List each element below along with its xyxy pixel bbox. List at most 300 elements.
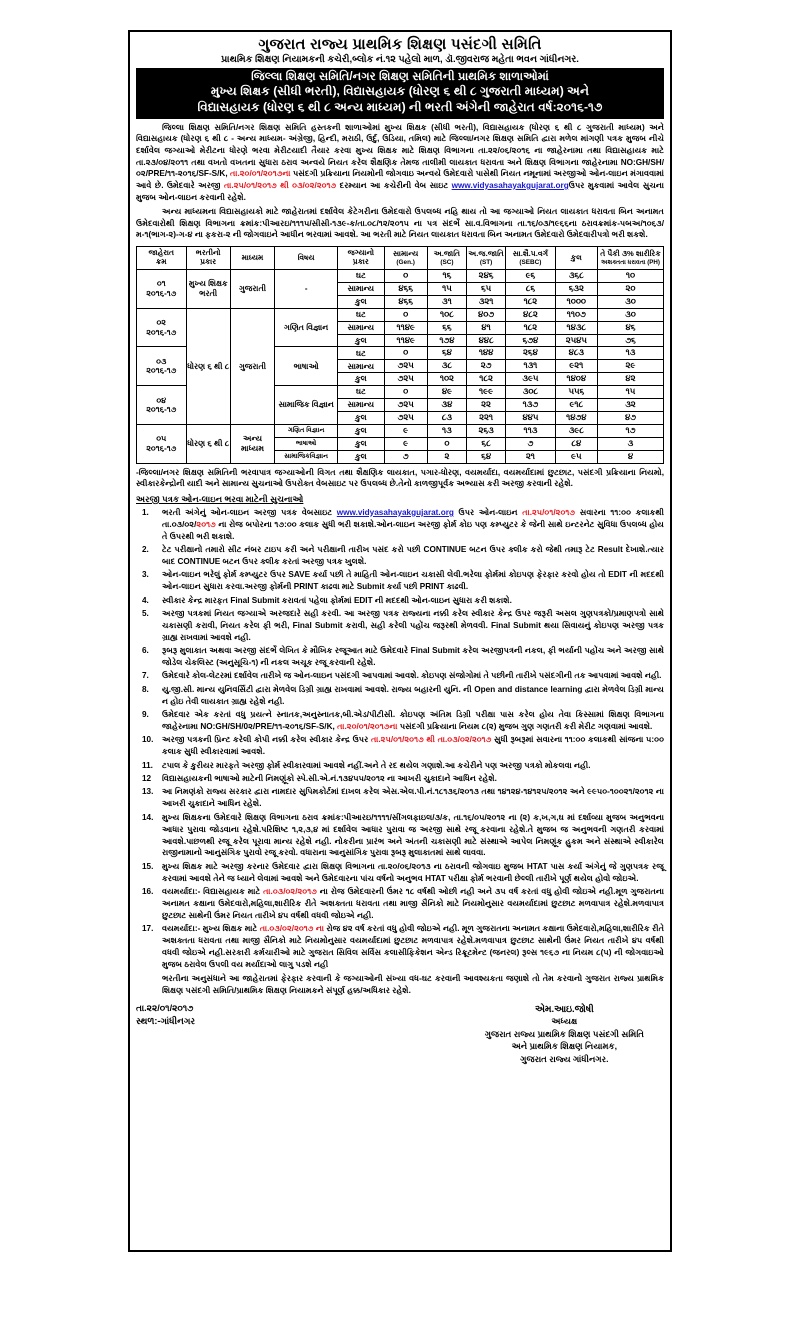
list-item-number: 9. (142, 710, 149, 720)
text-run: વિદ્યાસહાયકની ભાષાઓ માટેની નિમણૂંકો સ્પે.સી.એ.નં.૧૩૪૫૫/૨૦૧૨ ના આખરી ચુકાદાને આધિન રહેશે. (162, 774, 497, 784)
cell-total: ૧૪૦૪ (555, 373, 597, 386)
list-item (136, 773, 664, 785)
ui-term: Final Submit (230, 595, 280, 605)
text-run: ટપાલ કે કુરીયર મારફતે અરજી ફોર્મ સ્વીકારવામાં આવશે નહીં.અને તે રદ થયેલ ગણાશે.આ કચેરીને પણ અરજી પત્રકો મોકલવા નહી. (162, 760, 591, 770)
cell-subject: ગણિત વિજ્ઞાન (275, 424, 338, 437)
footer-place: સ્થળ:-ગાંધીનગર (136, 1016, 196, 1027)
th-recruitment-type (186, 247, 230, 270)
th-general (384, 247, 427, 270)
intro-p1-a: જિલ્લા શિક્ષણ સમિતિ/નગર શિક્ષણ સમિતિ હસ્તકની શાળાઓમાં મુખ્ય શિક્ષક (સીધી ભરતી), વિદ્યાસહાયક (ધોરણ ૬ થી ૮ ગુજરાતી માધ્યમ) અને વિદ્યાસહાયક (ધોરણ ૬ થી ૮ - અન્ય માધ્યમ- અંગ્રેજી, હિન્દી, મરાઠી, ઉર્દુ, ઉડિયા, તમિલ) માટે જિલ્લા/નગર શિક્ષણ સમિતિ દ્વારા મળેલ માંગણી પત્રક મુજબ નીચે દર્શાવેલ જગ્યાઓ મેરીટના ધોરણે ભરવા મેરીટયાદી તૈયાર કરવા મુખ્ય શિક્ષક માટે શિક્ષણ વિભાગના તા.૨૨/૦૬/૨૦૧૬ ના જાહેરનામા તથા વિદ્યાસહાયક માટે તા.૨૩/૦૪/૨૦૧૧ તથા વખતો વખતના સુધારા ઠરાવ અન્વયે નિયત કરેલ શૈક્ષણિક તેમજ તાલીમી લાયકાત ધરાવતા અને શિક્ષણ વિભાગના જાહેરનામા NO:GH/SH/૦૨/PRE/૧૧-૨૦૧૬/SF-S/K, (136, 122, 664, 179)
cell-general: ૦ (384, 308, 427, 321)
list-item-number: 10. (142, 735, 154, 745)
cell-st: ૧૮૨ (466, 373, 505, 386)
th-sebc-l2: (SEBC) (519, 258, 542, 266)
cell-st: ૪૦૭ (466, 308, 505, 321)
cell-post-type: કુલ (338, 424, 384, 437)
cell-sc: ૨ (427, 450, 466, 463)
cell-post-type: ઘટ (338, 270, 384, 283)
cell-recruitment-type: મુખ્ય શિક્ષક ભરતી (186, 270, 230, 309)
th-ph (597, 247, 663, 270)
list-item (136, 709, 664, 733)
document-footer (136, 1002, 664, 1074)
cell-ph: ૨૦ (597, 282, 663, 295)
list-item-text (162, 709, 664, 733)
text-run: સુધી રૂબરૂમાં સવારના ૧૧:૦૦ કલાકથી સાંજના ૫:૦૦ કલાક સુધી સ્વીકારવામાં આવશે. (162, 735, 664, 757)
ui-term: EDIT (608, 570, 627, 580)
cell-sc: ૮૩ (427, 411, 466, 424)
cell-ph: ૧૩ (597, 347, 663, 360)
list-item (136, 734, 664, 758)
list-item-text (162, 544, 664, 568)
list-item (136, 812, 664, 860)
cell-general: ૧૧૪૯ (384, 334, 427, 347)
cell-st: ૬૪ (466, 450, 505, 463)
ad-number: ૦૧ (156, 279, 166, 289)
text-run: કરાવી, સહી કરેલી પહોંચ જરૂરથી મેળવવી. (342, 620, 491, 630)
text-run: કર્યા પછી (384, 582, 420, 592)
intro-date-notification: તા.૨૦/૦૧/૨૦૧૭ના (230, 169, 291, 179)
cell-post-type: કુલ (338, 437, 384, 450)
cell-ad-no (137, 424, 187, 463)
list-item-text (162, 886, 664, 922)
website-link[interactable]: www.vidyasahayakgujarat.org (336, 507, 454, 517)
cell-post-type: સામાન્ય (338, 321, 384, 334)
cell-sebc: ૮૬ (506, 282, 556, 295)
cell-sebc: ૧૧૩ (506, 424, 556, 437)
cell-post-type: કુલ (338, 334, 384, 347)
cell-general: ૯ (384, 424, 427, 437)
signatory-org-1: ગુજરાત રાજ્ય પ્રાથમિક શિક્ષણ પસંદગી સમિતિ (484, 1028, 644, 1039)
intro-application-window: તા.૨૫/૦૧/૨૦૧૭ થી ૦૩/૦૨/૨૦૧૭ (224, 180, 337, 190)
text-run: ની મદદથી ઓન-લાઇન સુધારા કરી શકાશે. (372, 595, 512, 605)
text-run: પસંદગી પ્રક્રિયાના નિયમ ૮(૨) મુજબ ગુણ ગણતરી કરી મેરીટ ગણવામાં આવશે. (397, 722, 653, 732)
text-run: રોજ ૪૨ વર્ષ કરતાં વધુ હોવી જોઇએ નહી. મૂળ ગુજરાતના અનામત કક્ષાના ઉમેદવારો,મહિલા,શારીરિક રીતે અશક્તતા ધરાવતા તથા માજી સૈનિકો માટે નિયમોનુસાર વયમર્યાદામાં છુટછાટ મળવાપાત્ર રહેશે.મળવાપાત્ર છુટછાટ સાથેની ઉંમર નિયત તારીખે ૪૫ વર્ષથી વધવી જોઇએ નહી.સરકારી કર્મચારીઓ માટે ગુજરાત સિવિલ સર્વિસ કલાસીફિકેશન એન્ડ રિક્રૂટમેન્ટ (જનરલ) રૂલ્સ ૧૯૬૭ ના નિયમ ૮(૫) ની જોગવાઇઓ મુજબ ઠરાવેલ ઉપલી વય મર્યાદાઓ લાગુ પડશે નહી (162, 924, 665, 969)
th-ph-l2: અશક્તતા ધરાવતા (PH) (600, 258, 660, 266)
th-post-l2: પ્રકાર (352, 257, 369, 267)
cell-total: ૪૮૩ (555, 347, 597, 360)
cell-total: ૧૦૦૦ (555, 295, 597, 308)
cell-st: ૨૨ (466, 399, 505, 412)
cell-general: ૪૬૬ (384, 282, 427, 295)
cell-sc: ૧૦૨ (427, 373, 466, 386)
text-run: ભરતી અંગેનું ઓન-લાઇન અરજી પત્રક વેબસાઇટ (162, 507, 337, 517)
cell-sebc: ૧૮૨ (506, 295, 556, 308)
list-item-text (162, 595, 664, 607)
text-run: મુખ્ય શિક્ષક માટે અરજી કરનાર ઉમેદવાર દ્વારા શિક્ષણ વિભાગના તા.૨૦/૦૬/૨૦૧૩ ના ઠરાવની જોગવાઇ મુજબ (162, 861, 527, 871)
cell-general: ૦ (384, 270, 427, 283)
text-run: સ્વીકાર કેન્દ્ર મારફત (162, 595, 231, 605)
cell-general: ૪૬૬ (384, 295, 427, 308)
cell-ph: ૪ (597, 450, 663, 463)
cell-st: ૬૫ (466, 282, 505, 295)
reference-text: HTAT (526, 861, 548, 871)
vacancy-table (136, 246, 664, 464)
text-run: વયમર્યાદા:- વિદ્યાસહાયક માટે (162, 887, 264, 897)
cell-ph: ૧૦ (597, 270, 663, 283)
banner-line-2: મુખ્ય શિક્ષક (સીધી ભરતી), વિદ્યાસહાયક (ધોરણ ૬ થી ૮ ગુજરાતી માધ્યમ) અને (210, 84, 590, 99)
text-run: અરજી પત્રકની પ્રિન્ટ કરેલી કોપી નક્કી કરેલ સ્વીકાર કેન્દ્ર ઉપર (162, 735, 371, 745)
cell-sebc: ૬૭૪ (506, 334, 556, 347)
cell-total: ૩૬૮ (555, 270, 597, 283)
cell-general: ૭૨૫ (384, 373, 427, 386)
cell-total: ૯૫ (555, 450, 597, 463)
list-item-text (162, 734, 664, 758)
signature-block (485, 1002, 644, 1065)
cell-medium: અન્ય માધ્યમ (230, 424, 274, 463)
cell-sc: ૧૫ (427, 282, 466, 295)
text-run: અરજી પત્રકમાં નિયત જગ્યાએ અરજદારે સહી કરવી. આ અરજી પત્રક રાજ્યના નક્કી કરેલ સ્વીકાર કેન્દ્ર ઉપર જરૂરી અસલ ગુણપત્રકો/પ્રમાણપત્રો સાથે ચકાસણી કરાવી, નિયત કરેલ ફી ભરી, (162, 609, 664, 630)
intro-p1-d: ઉપર મુકવામાં આવેલ સુચના મુજબ ઓન-લાઇન કરવાની રહેશે. (136, 180, 664, 202)
signatory-designation: અધ્યક્ષ (551, 1016, 578, 1027)
cell-st: ૧૪૪ (466, 347, 505, 360)
list-item (136, 507, 664, 543)
cell-sebc: ૧૮૨ (506, 321, 556, 334)
list-item-number: 2. (142, 545, 149, 555)
text-run: ઉમેદવારે કોલ-લેટરમાં દર્શાવેલ તારીખે જ ઓન-લાઇન પસંદગી આપવામાં આવશે. કોઇપણ સંજોગોમાં તે પછીની તારીખે પસંદગીની તક આપવામાં આવશે નહી. (162, 671, 662, 681)
list-item-number: 3. (142, 570, 149, 580)
text-run: વયમર્યાદા:- મુખ્ય શિક્ષક માટે (162, 924, 260, 934)
text-run: કરેલ અરજીપત્રની નકલ, ફી ભર્યાની પહોંચ અને અરજી સાથે જોડેલ ચેકલિસ્ટ (અનુસૂચિ-૧) ની નકલ અચૂક રજૂ કરવાની રહેશે. (162, 646, 664, 668)
th-gen-l2: (Gen.) (396, 258, 415, 266)
cell-sebc: ૯૬ (506, 270, 556, 283)
text-run: ઓન-લાઇન ભરેલું ફોર્મ કમ્પ્યુટર ઉપર (162, 570, 289, 580)
cell-st: ૧૯૯ (466, 386, 505, 399)
ad-year: ૨૦૧૬-૧૭ (146, 405, 177, 415)
announcement-banner (136, 68, 664, 119)
text-run: કરાવતાં પહેલા ફોર્મમાં (279, 595, 354, 605)
cell-st: ૨૨૧ (466, 411, 505, 424)
cell-total: ૯૨૧ (555, 360, 597, 373)
instructions-heading: અરજી પત્રક ઓન-લાઇન ભરવા માટેની સુચનાઓ (136, 493, 304, 504)
cell-st: ૨૪૬ (466, 270, 505, 283)
cell-general: ૯ (384, 437, 427, 450)
th-subject (275, 247, 338, 270)
text-run: થયા સિવાયનું કોઇપણ અરજી પત્રક ગ્રાહ્ય રાખવામાં આવશે નહી. (162, 620, 665, 642)
cell-total: ૧૪૭૪ (555, 411, 597, 424)
ui-term: Final Submit (410, 646, 460, 656)
ui-term: Open and distance learning (474, 684, 583, 694)
instructions-list (136, 507, 664, 971)
signatory-name: એમ.આઇ.જોષી (534, 1002, 594, 1014)
list-item-number: 14. (142, 812, 154, 822)
th-st-l2: (ST) (479, 258, 493, 266)
cell-post-type: ઘટ (338, 386, 384, 399)
th-rec-l2: પ્રકાર (200, 257, 217, 267)
ui-term: Submit (356, 582, 385, 592)
list-item-text (162, 569, 664, 593)
list-item-text (162, 760, 664, 772)
list-item-text (162, 645, 664, 669)
ui-term: Final Submit (292, 620, 343, 630)
ui-term: PRINT (419, 582, 445, 592)
th-medium-l1: માધ્યમ (241, 252, 264, 262)
signatory-org-3: ગુજરાત રાજ્ય ગાંધીનગર. (520, 1053, 609, 1064)
cell-total: ૬૩૨ (555, 282, 597, 295)
cell-general: ૭ (384, 450, 427, 463)
cell-post-type: કુલ (338, 373, 384, 386)
cell-sebc: ૨૧ (506, 450, 556, 463)
th-ad-no-l2: ક્રમ (155, 257, 167, 267)
highlighted-date: તા.૨૦/૦૧/૨૦૧૭ના (337, 722, 398, 732)
ad-year: ૨૦૧૬-૧૭ (146, 288, 177, 298)
cell-st: ૪૪૮ (466, 334, 505, 347)
ad-number: ૦૪ (156, 395, 167, 405)
cell-ph: ૩૨ (597, 399, 663, 412)
banner-line-3: વિદ્યાસહાયક (ધોરણ ૬ થી ૮ અન્ય માધ્યમ) ની ભરતી અંગેની જાહેરાત વર્ષ:૨૦૧૬-૧૭ (197, 100, 603, 115)
cell-recruitment-type: ધોરણ ૬ થી ૮ (186, 308, 230, 424)
th-ad-no (137, 247, 187, 270)
list-item-number: 17. (142, 924, 154, 934)
list-item (136, 786, 664, 810)
text-run: બટન ઉપર ક્લીક કરો જેથી તમારૂ ટેટ (466, 545, 598, 555)
cell-st: ૨૬૩ (466, 424, 505, 437)
cell-medium: ગુજરાતી (230, 270, 274, 309)
cell-ph: ૧૫ (597, 386, 663, 399)
banner-line-1: જિલ્લા શિક્ષણ સમિતિ/નગર શિક્ષણ સમિતિની પ્રાથમિક શાળાઓમાં (251, 69, 549, 83)
text-run: દેખાશે.ત્યાર બાદ (162, 545, 664, 566)
cell-sc: ૩૪ (427, 399, 466, 412)
cell-ph: ૭૬ (597, 334, 663, 347)
list-item-number: 12 (142, 774, 152, 784)
text-run: દ્વારા મેળવેલ ડિગ્રી માન્ય ન હોઇ તેવી લાયકાત ગ્રાહ્ય રહેશે નહી. (162, 684, 664, 706)
cell-ph: ૪૬ (597, 321, 663, 334)
cell-sc: ૧૬ (427, 270, 466, 283)
cell-ad-no (137, 386, 187, 425)
after-table-paragraph: -જિલ્લા/નગર શિક્ષણ સમિતિની ભરવાપાત્ર જગ્યાઓની વિગત તથા શૈક્ષણિક લાયકાત, પગાર-ધોરણ, વયમર્યાદા, વયમર્યાદામાં છુટછાટ, પસંદગી પ્રક્રિયાના નિયમો, સ્વીકારકેન્દ્રોની યાદી અને સામાન્ય સુચનાઓ ઉપરોક્ત વેબસાઇટ પર ઉપલબ્ધ છે.તેનો કાળજીપૂર્વક અભ્યાસ કરી અરજી કરવાની રહેશે. (136, 467, 664, 489)
list-item-number: 5. (142, 609, 149, 618)
list-item-text (162, 608, 664, 644)
table-header-row (137, 247, 664, 270)
cell-st: ૨૭ (466, 360, 505, 373)
highlighted-date: ૨૦૧૭ (196, 519, 216, 529)
vacancy-table-body (137, 270, 664, 464)
text-run: પાસ કર્યા અંગેનું જે ગુણપત્રક રજૂ કરવામાં આવશે તેને જ ધ્યાને લેવામાં આવશે અને ઉમેદવારના પાંચ વર્ષનો અનુભવ (162, 861, 664, 883)
text-run: ની મદદથી ઓન-લાઇન સુધારા કરવા.અરજી ફોર્મની (162, 570, 665, 592)
cell-st: ૪૧ (466, 321, 505, 334)
list-item (136, 608, 664, 644)
th-sebc (506, 247, 556, 270)
th-medium (230, 247, 274, 270)
th-gen-l1: સામાન્ય (393, 248, 419, 258)
text-run: ઉમેદવાર એક કરતાં વધુ પ્રયત્ને સ્નાતક,અનુસ્નાતક,બી.એડ/પીટીસી. કોઇપણ અંતિમ ડિગ્રી પરીક્ષા પાસ કરેલ હોય તેવા કિસ્સામાં શિક્ષણ વિભાગના જાહેરનામા (162, 710, 664, 732)
text-run: ના રોજ ઉમેદવારની ઉંમર ૧૮ વર્ષથી ઓછી નહી અને ૩૫ વર્ષ કરતાં વધુ હોવી જોઇએ નહી.મૂળ ગુજરાતના અનામત કક્ષાના ઉમેદવારો,મહિલા,શારીરિક રીતે અશક્તતા ધરાવતા તથા માજી સૈનિકો માટે નિયમોનુસાર વયમર્યાદામાં છુટછાટ મળવાપાત્ર રહેશે.મળવાપાત્ર છુટછાટ સાથેની ઉંમર નિયત તારીખે ૪૫ વર્ષથી વધવી જોઇએ નહી. (162, 887, 664, 920)
text-run: કર્યા પછી તે માહિતી ઓન-લાઇન ચકાસી લેવી.ભરેલા ફોર્મમાં કોઇપણ ફેરફાર કરવો હોય તો (310, 570, 609, 580)
list-item-text (162, 786, 664, 810)
th-sebc-l1: સા.શૈ.પ.વર્ગ (512, 248, 549, 258)
reference-text: HTAT (425, 873, 446, 883)
cell-general: ૭૨૫ (384, 360, 427, 373)
cell-subject: સામાજિકવિજ્ઞાન (275, 450, 338, 463)
signatory-org-2: અને પ્રાથમિક શિક્ષણ નિયામક, (511, 1041, 617, 1052)
cell-total: ૧૪૩૮ (555, 321, 597, 334)
highlighted-date: તા.૨૫/૦૧/૨૦૧૭ થી તા.૦૩/૦૨/૨૦૧૭ (370, 735, 492, 745)
text-run: મુખ્ય શિક્ષકના ઉમેદવારે શિક્ષણ વિભાગના ઠરાવ ક્રમાંક:પીઆરઇ/૧૧૧૧/સીંગલફાઇલ/૩/ક, તા.૧૬/૦૫/૨૦૧૨ ના (૨) ક,ખ,ગ,ઘ માં દર્શાવ્યા મુજબ અનુભવના આધાર પુરાવા જોડવાના રહેશે.પરિશિષ્ટ ૧,૨,૩,૪ માં દર્શાવેલ આધાર પુરાવા જ અરજી સાથે રજૂ કરવાના રહેશે.તે મુજબ જ અનુભવની ગણતરી કરવામાં આવશે.પાછળથી રજૂ કરેલ પૂરાવા માન્ય રહેશે નહી. નોકરીના પ્રારંભ અને અંતની ચકાસણી માટે સંસ્થાએ આપેલ નિમણૂંક હુકમ અને સંસ્થાએ સ્વીકારેલ રાજીનામાનો આનુસંગિક પુરાવો રજૂ કરવો. વધારાના આનુસાંગિક પુરાવા રૂબરૂ મુલાકાતમાં સાથે લાવવા. (162, 812, 664, 858)
cell-total: ૮૪ (555, 437, 597, 450)
ui-term: Result (597, 545, 623, 555)
cell-ph: ૩૦ (597, 295, 663, 308)
cell-post-type: ઘટ (338, 347, 384, 360)
cell-sc: ૩૮ (427, 360, 466, 373)
reference-text: NO:GH/SH/0૨/PRE/૧૧-૨૦૧૬/SF-S/K, (200, 722, 335, 732)
list-item-text (162, 670, 664, 682)
cell-post-type: સામાન્ય (338, 399, 384, 412)
organization-title: ગુજરાત રાજ્ય પ્રાથમિક શિક્ષણ પસંદગી સમિતિ (258, 36, 542, 53)
th-post-type (338, 247, 384, 270)
th-sc-l1: અ.જાતિ (433, 248, 461, 258)
ad-number: ૦૩ (156, 356, 167, 366)
intro-paragraph-1 (136, 122, 664, 203)
th-st-l1: અ.જ.જાતિ (468, 248, 504, 258)
text-run: બટન ઉપર ક્લીક કરતાં અરજી પત્રક ખુલશે. (220, 556, 367, 566)
th-ad-no-l1: જાહેરાત (148, 248, 175, 258)
cell-ad-no (137, 270, 187, 309)
ad-year: ૨૦૧૬-૧૭ (146, 327, 177, 337)
cell-ph: ૪૨ (597, 373, 663, 386)
text-run: ના રોજ બપોરના ૧૭:૦૦ કલાક સુધી ભરી શકાશે.ઓન-લાઇન અરજી ફોર્મ કોઇ પણ કમ્પ્યુટર કે જેની સાથે ઇન્ટરનેટ સુવિધા ઉપલબ્ધ હોય તે ઉપરથી ભરી શકાશે. (162, 519, 664, 541)
highlighted-date: તા.૨૫/૦૧/૨૦૧૭ (522, 507, 576, 517)
text-run: કાઢવા માટે (318, 582, 357, 592)
list-item (136, 760, 664, 772)
cell-general: ૭૨૫ (384, 399, 427, 412)
th-post-l1: જગ્યાનો (347, 248, 375, 258)
cell-post-type: કુલ (338, 450, 384, 463)
cell-sebc: ૧૩૭ (506, 399, 556, 412)
list-item-text (162, 507, 664, 543)
table-row (137, 424, 664, 437)
th-sc (427, 247, 466, 270)
list-item-number: 13. (142, 787, 154, 797)
list-item-text (162, 684, 664, 708)
list-item-text (162, 923, 664, 971)
cell-ad-no (137, 308, 187, 347)
closing-paragraph: ભરતીના અનુસંધાને આ જાહેરાતમાં ફેરફાર કરવાની કે જગ્યાઓની સંખ્યા વધ-ઘટ કરવાની આવશ્યકતા જણાશે તો તેમ કરવાનો ગુજરાત રાજ્ય પ્રાથમિક શિક્ષણ પસંદગી સમિતિ/પ્રાથમિક શિક્ષણ નિયામકને સંપૂર્ણ હક્ક/અધિકાર રહેશે. (162, 973, 664, 995)
cell-st: ૩૨૧ (466, 295, 505, 308)
cell-sc: ૩૧ (427, 295, 466, 308)
cell-subject: ભાષાઓ (275, 347, 338, 386)
cell-sebc: ૪૪૫ (506, 411, 556, 424)
cell-sebc: ૩૯૫ (506, 373, 556, 386)
list-item-number: 11. (142, 760, 153, 770)
footer-date: તા.૨૨/૦૧/૨૦૧૭ (136, 1002, 194, 1013)
reference-text: CONTINUE (177, 556, 221, 566)
cell-total: ૨૫૪૫ (555, 334, 597, 347)
cell-general: ૭૨૫ (384, 411, 427, 424)
cell-total: ૩૯૮ (555, 424, 597, 437)
cell-sebc: ૨૬૪ (506, 347, 556, 360)
list-item-number: 4. (142, 595, 149, 605)
text-run: રૂબરૂ મુલાકાત અથવા અરજી સંદર્ભે લેખિત કે મૌખિક રજૂઆત માટે ઉમેદવારે (162, 646, 411, 656)
cell-sebc: ૭ (506, 437, 556, 450)
ui-term: EDIT (353, 595, 373, 605)
cell-total: ૧૧૦૭ (555, 308, 597, 321)
list-item (136, 684, 664, 708)
notification-document (128, 30, 672, 1252)
cell-general: ૦ (384, 386, 427, 399)
cell-ph: ૩૦ (597, 308, 663, 321)
cell-sc: ૪૯ (427, 386, 466, 399)
text-run: ટેટ પરીક્ષાનો તમારો સીટ નંબર ટાઇપ કરી અને પરીક્ષાની તારીખ પસંદ કરો પછી (162, 545, 424, 555)
cell-st: ૬૮ (466, 437, 505, 450)
cell-subject: - (275, 270, 338, 309)
cell-sebc: ૪૮૨ (506, 308, 556, 321)
cell-sc: ૧૭૪ (427, 334, 466, 347)
ad-number: ૦૨ (156, 318, 166, 328)
website-link[interactable]: www.vidyasahayakgujarat.org (451, 180, 569, 190)
cell-ph: ૪૭ (597, 411, 663, 424)
ui-term: Final Submit (490, 620, 541, 630)
cell-sebc: ૩૦૮ (506, 386, 556, 399)
list-item-number: 1. (142, 507, 149, 517)
text-run: યુ.જી.સી. માન્ય યુનિવર્સિટી દ્વારા મેળવેલ ડિગ્રી ગ્રાહ્ય રાખવામાં આવશે. રાજ્ય બહારની યુનિ. ની (162, 684, 475, 694)
organization-address: પ્રાથમિક શિક્ષણ નિયામકની કચેરી,બ્લોક નં.૧૨ પહેલો માળ, ડૉ.જીવરાજ મહેતા ભવન ગાંધીનગર. (221, 54, 579, 66)
list-item (136, 544, 664, 568)
cell-post-type: સામાન્ય (338, 282, 384, 295)
ui-term: PRINT (293, 582, 319, 592)
ad-year: ૨૦૧૬-૧૭ (146, 366, 177, 376)
cell-sc: ૬૪ (427, 347, 466, 360)
cell-sebc: ૧૩૧ (506, 360, 556, 373)
cell-post-type: સામાન્ય (338, 360, 384, 373)
th-rec-l1: ભરતીનો (195, 248, 221, 258)
list-item (136, 595, 664, 607)
text-run: સવારના ૧૧:૦૦ કલાકથી તા.૦૩/૦૨/ (162, 507, 664, 529)
cell-sc: ૦ (427, 437, 466, 450)
cell-subject: સામાજિક વિજ્ઞાન (275, 386, 338, 425)
table-row (137, 270, 664, 283)
ad-year: ૨૦૧૬-૧૭ (146, 443, 177, 453)
reference-text: CONTINUE (423, 545, 467, 555)
list-item (136, 923, 664, 971)
cell-ph: ૩ (597, 437, 663, 450)
cell-post-type: કુલ (338, 295, 384, 308)
list-item-text (162, 812, 664, 860)
th-ph-l1: તે પૈકી ૩% શારીરિક (600, 248, 661, 258)
cell-subject: ગણિત વિજ્ઞાન (275, 308, 338, 347)
list-item (136, 569, 664, 593)
th-subject-l1: વિષય (297, 252, 315, 262)
list-item-number: 7. (142, 671, 149, 681)
ad-number: ૦૫ (156, 434, 167, 444)
list-item (136, 861, 664, 885)
highlighted-date: તા.૦૩/૦૨/૨૦૧૭ (263, 887, 317, 897)
table-row (137, 308, 664, 321)
list-item (136, 670, 664, 682)
cell-ph: ૧૭ (597, 424, 663, 437)
th-total (555, 247, 597, 270)
intro-paragraph-2: અન્ય માધ્યમના વિદ્યાસહાયકો માટે જાહેરાતમાં દર્શાવેલ કેટેગરીના ઉમેદવારો ઉપલબ્ધ નહિ થાય તો આ જગ્યાઓ નિયત લાયકાત ધરાવતા બિન અનામત ઉમેદવારોથી શિક્ષણ વિભાગના ક્રમાંક:પીઆરઇ/૧૧૧૫/સીસી-૧૩૯-ક/તા.૦૮/૧૨/૨૦૧૫ ના પત્ર સંદર્ભે સા.વ.વિભાગના તા.૧૬/૦૩/૧૯૬૬ના ઠરાવક્રમાંક-પબઅ/૧૦૬૩/મ-૧(ભાગ-૨)-ગ-૪ ના ફકરા-૨ ની જોગવાઇને આધીન ભરવામાં આવશે. આ ભરતી માટે નિયત લાયકાત ધરાવતા બિન અનામત ઉમેદવારો ઉમેદવારીપત્રો ભરી શકશે. (136, 207, 664, 240)
cell-ph: ૨૯ (597, 360, 663, 373)
cell-ad-no (137, 347, 187, 386)
intro-p1-b: પસંદગી પ્રક્રિયાના નિયમોની જોગવાઇ અન્વયે ઉમેદવારો પાસેથી નિયત નમૂનામાં અરજીઓ ઓન-લાઇન મંગાવવામાં આવે છે. ઉમેદવારે અરજી (136, 169, 664, 190)
th-st (466, 247, 505, 270)
cell-sc: ૬૬ (427, 321, 466, 334)
highlighted-date: તા.૦૩/૦૨/૨૦૧૭ ના (259, 924, 324, 934)
cell-subject: ભાષાઓ (275, 437, 338, 450)
intro-p1-c: દરમ્યાન આ કચેરીની વેબ સાઇટ (336, 180, 449, 190)
cell-total: ૫૫૬ (555, 386, 597, 399)
list-item (136, 645, 664, 669)
cell-post-type: કુલ (338, 411, 384, 424)
cell-post-type: ઘટ (338, 308, 384, 321)
text-run: કાઢવી. (444, 582, 469, 592)
cell-general: ૧૧૪૯ (384, 321, 427, 334)
list-item-number: 8. (142, 684, 149, 694)
list-item-text (162, 773, 664, 785)
cell-sc: ૧૦૮ (427, 308, 466, 321)
th-total-l1: કુલ (570, 252, 582, 262)
text-run: ઉપર ઓન-લાઇન (453, 507, 523, 517)
th-sc-l2: (SC) (440, 258, 454, 266)
